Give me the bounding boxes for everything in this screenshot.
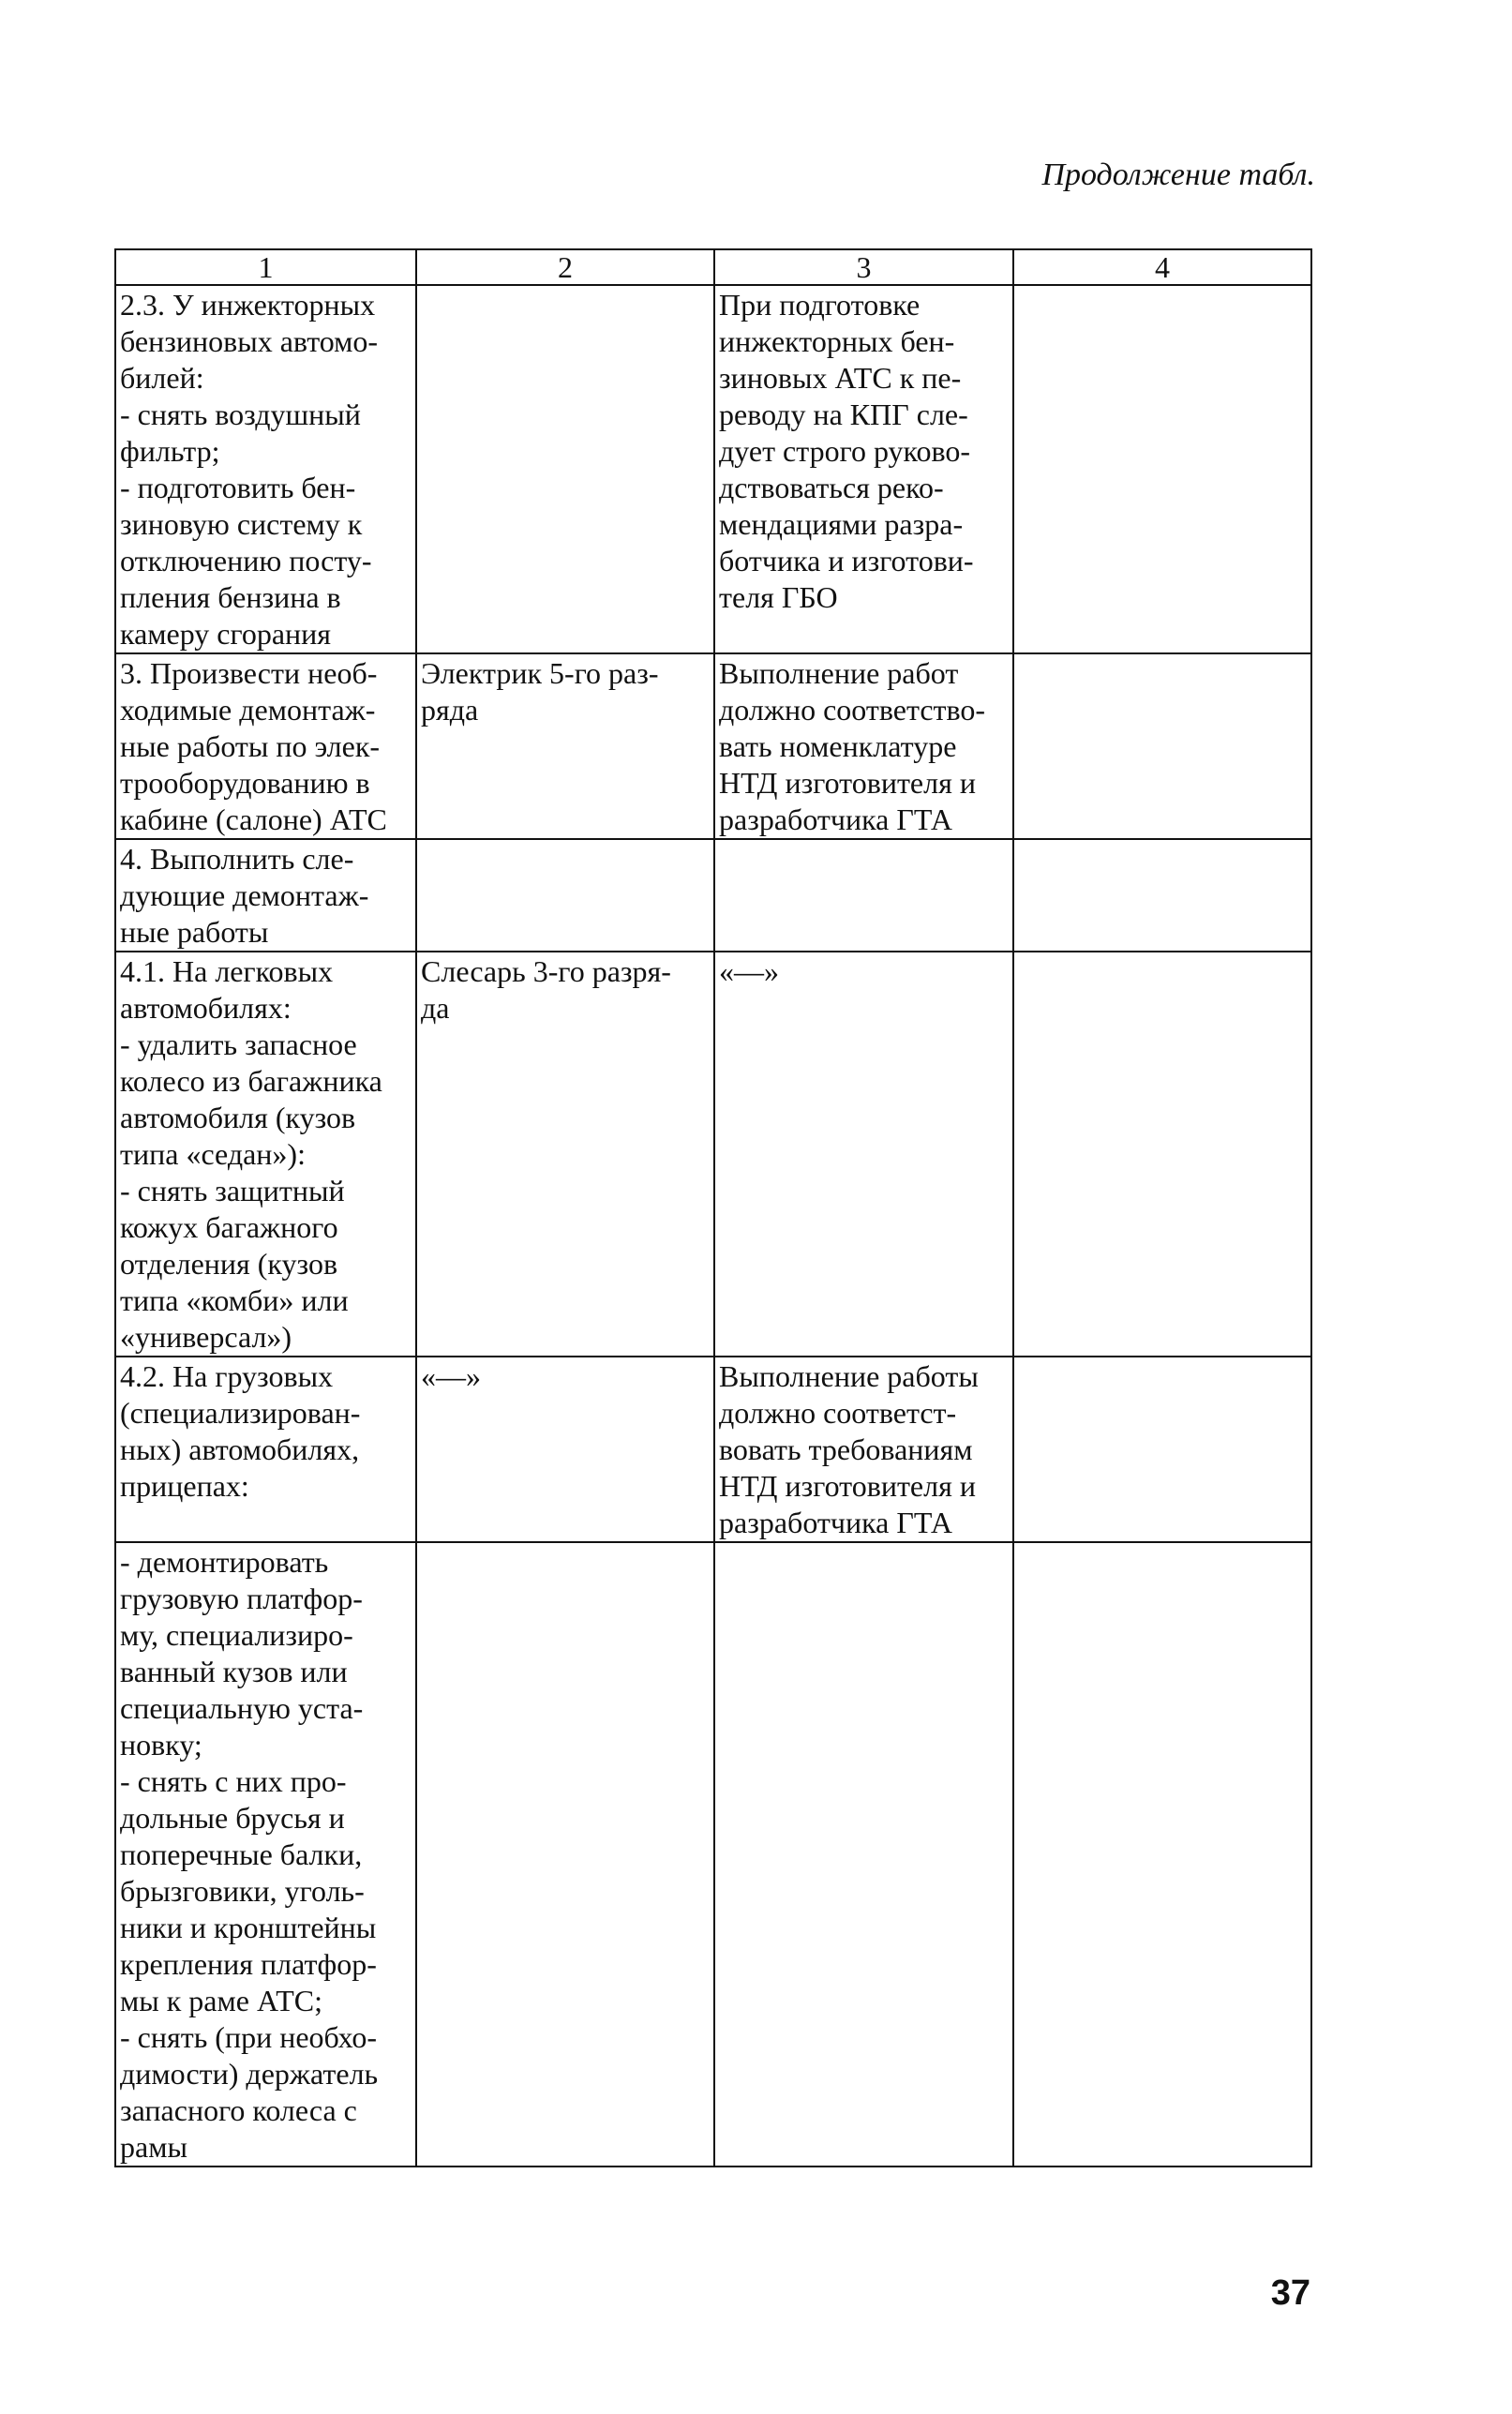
notes-cell xyxy=(1013,653,1311,839)
table-continuation-caption: Продолжение табл. xyxy=(1041,157,1315,192)
performer-cell: «—» xyxy=(416,1357,714,1542)
table-row xyxy=(115,653,1311,839)
page-number: 37 xyxy=(1270,2273,1310,2313)
operation-cell: 4.2. На грузовых (специализирован- ных) автомобилях, прицепах: xyxy=(115,1357,416,1542)
notes-cell xyxy=(1013,1357,1311,1542)
requirements-cell: При подготовке инжекторных бен- зиновых АТС к пе- реводу на КПГ сле- дует строго руково- дствоваться реко- мендациями разра- ботчика и изготови- теля ГБО xyxy=(714,285,1013,653)
requirements-cell xyxy=(714,839,1013,952)
work-steps-table xyxy=(114,248,1312,2167)
column-header-1: 1 xyxy=(115,249,416,285)
requirements-cell: «—» xyxy=(714,952,1013,1357)
table-row xyxy=(115,839,1311,952)
performer-cell: Слесарь 3-го разря- да xyxy=(416,952,714,1357)
performer-cell xyxy=(416,1542,714,2167)
operation-cell: 4. Выполнить сле- дующие демонтаж- ные работы xyxy=(115,839,416,952)
table-row xyxy=(115,285,1311,653)
table-header-row xyxy=(115,249,1311,285)
notes-cell xyxy=(1013,1542,1311,2167)
table-row xyxy=(115,1357,1311,1542)
operation-cell: 2.3. У инжекторных бензиновых автомо- билей: - снять воздушный фильтр; - подготовить бен- зиновую систему к отключению посту- пления бензина в камеру сгорания xyxy=(115,285,416,653)
notes-cell xyxy=(1013,952,1311,1357)
table-row xyxy=(115,1542,1311,2167)
performer-cell xyxy=(416,839,714,952)
column-header-3: 3 xyxy=(714,249,1013,285)
requirements-cell: Выполнение работ должно соответство- вать номенклатуре НТД изготовителя и разработчика ГТА xyxy=(714,653,1013,839)
requirements-cell xyxy=(714,1542,1013,2167)
operation-cell: 3. Произвести необ- ходимые демонтаж- ные работы по элек- трооборудованию в кабине (салоне) АТС xyxy=(115,653,416,839)
notes-cell xyxy=(1013,839,1311,952)
performer-cell xyxy=(416,285,714,653)
operation-cell: 4.1. На легковых автомобилях: - удалить запасное колесо из багажника автомобиля (кузов типа «седан»): - снять защитный кожух багажного отделения (кузов типа «комби» или «универсал») xyxy=(115,952,416,1357)
performer-cell: Электрик 5-го раз- ряда xyxy=(416,653,714,839)
operation-cell: - демонтировать грузовую платфор- му, специализиро- ванный кузов или специальную уста- новку; - снять с них про- дольные брусья и поперечные балки, брызговики, уголь- ники и кронштейны крепления платфор- мы к раме АТС; - снять (при необхо- димости) держатель запасного колеса с рамы xyxy=(115,1542,416,2167)
column-header-4: 4 xyxy=(1013,249,1311,285)
notes-cell xyxy=(1013,285,1311,653)
column-header-2: 2 xyxy=(416,249,714,285)
requirements-cell: Выполнение работы должно соответст- вовать требованиям НТД изготовителя и разработчика ГТА xyxy=(714,1357,1013,1542)
table-row xyxy=(115,952,1311,1357)
